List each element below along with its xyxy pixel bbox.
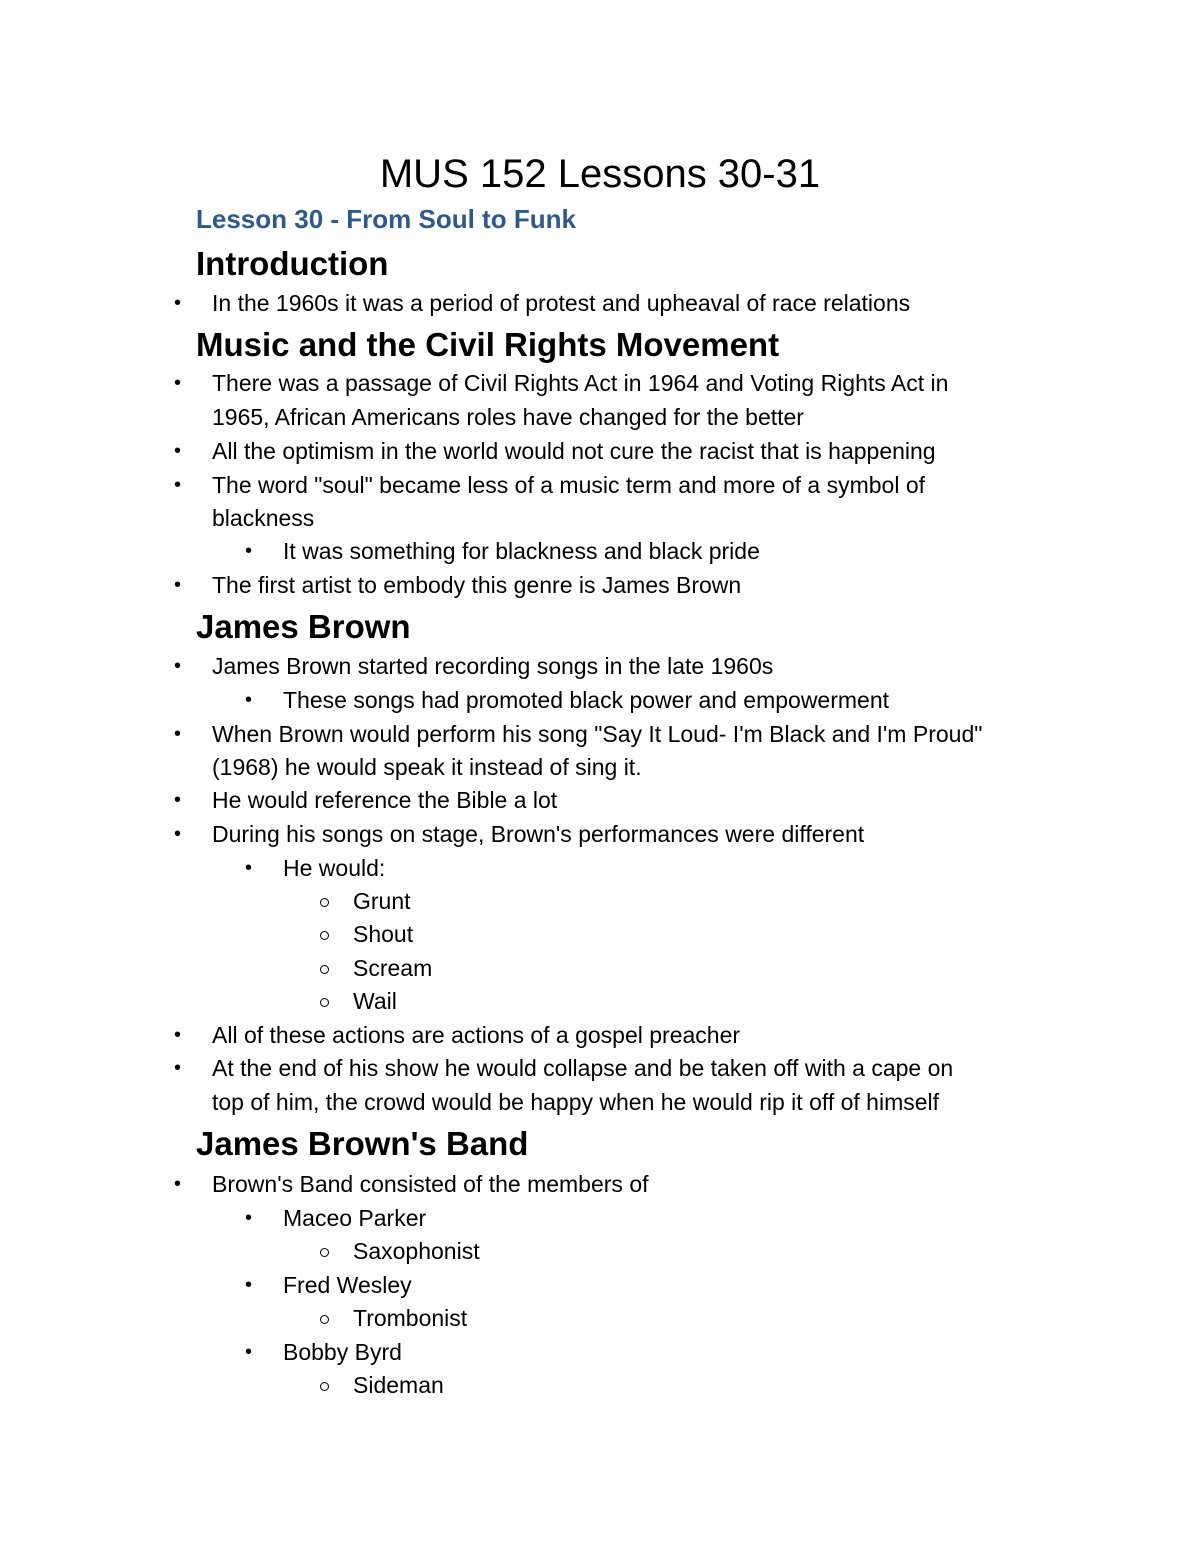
list-item-line: 1965, African Americans roles have changed for the better <box>212 404 804 430</box>
list-item-line: The word "soul" became less of a music term and more of a symbol of <box>212 472 926 498</box>
list-item: Wail <box>353 988 397 1014</box>
bullet-icon: • <box>174 823 182 845</box>
bullet-icon: • <box>245 1274 253 1296</box>
bullet-icon: • <box>174 574 182 596</box>
circle-bullet-icon <box>320 1315 329 1324</box>
list-item-line: top of him, the crowd would be happy when he would rip it off of himself <box>212 1089 940 1115</box>
list-item-line: (1968) he would speak it instead of sing it. <box>212 754 642 780</box>
bullet-icon: • <box>174 1173 182 1195</box>
bullet-icon: • <box>245 1341 253 1363</box>
document-title: MUS 152 Lessons 30-31 <box>379 152 821 196</box>
bullet-icon: • <box>245 540 253 562</box>
list-item: In the 1960s it was a period of protest and upheaval of race relations <box>212 290 911 316</box>
list-item: Maceo Parker <box>283 1205 427 1231</box>
section-heading-band: James Brown's Band <box>196 1125 529 1162</box>
bullet-icon: • <box>245 1207 253 1229</box>
circle-bullet-icon <box>320 931 329 940</box>
list-item: Grunt <box>353 888 411 914</box>
bullet-icon: • <box>174 655 182 677</box>
list-item: Scream <box>353 955 433 981</box>
list-item: He would: <box>283 855 386 881</box>
circle-bullet-icon <box>320 898 329 907</box>
list-item: Bobby Byrd <box>283 1339 402 1365</box>
bullet-icon: • <box>174 723 182 745</box>
list-item: Saxophonist <box>353 1238 480 1264</box>
list-item: These songs had promoted black power and empowerment <box>283 687 890 713</box>
bullet-icon: • <box>174 1057 182 1079</box>
list-item-line: There was a passage of Civil Rights Act in 1964 and Voting Rights Act in <box>212 370 949 396</box>
bullet-icon: • <box>174 474 182 496</box>
list-item: Sideman <box>353 1372 444 1398</box>
list-item: Shout <box>353 921 414 947</box>
list-item: All the optimism in the world would not cure the racist that is happening <box>212 438 936 464</box>
bullet-icon: • <box>174 789 182 811</box>
list-item-line: At the end of his show he would collapse and be taken off with a cape on <box>212 1055 954 1081</box>
section-heading-james-brown: James Brown <box>196 608 411 645</box>
lesson-subtitle: Lesson 30 - From Soul to Funk <box>196 204 576 234</box>
list-item-line: When Brown would perform his song "Say It Loud- I'm Black and I'm Proud" <box>212 721 983 747</box>
list-item: All of these actions are actions of a gospel preacher <box>212 1022 741 1048</box>
list-item: Fred Wesley <box>283 1272 412 1298</box>
bullet-icon: • <box>245 689 253 711</box>
list-item: The first artist to embody this genre is James Brown <box>212 572 742 598</box>
list-item: During his songs on stage, Brown's performances were different <box>212 821 865 847</box>
circle-bullet-icon <box>320 1382 329 1391</box>
list-item: Trombonist <box>353 1305 468 1331</box>
bullet-icon: • <box>174 1024 182 1046</box>
bullet-icon: • <box>174 292 182 314</box>
list-item: Brown's Band consisted of the members of <box>212 1171 649 1197</box>
list-item: James Brown started recording songs in the late 1960s <box>212 653 774 679</box>
list-item: It was something for blackness and black pride <box>283 538 760 564</box>
circle-bullet-icon <box>320 1248 329 1257</box>
bullet-icon: • <box>174 440 182 462</box>
section-heading-civil-rights: Music and the Civil Rights Movement <box>196 326 780 363</box>
circle-bullet-icon <box>320 965 329 974</box>
bullet-icon: • <box>174 372 182 394</box>
list-item-line: blackness <box>212 505 315 531</box>
bullet-icon: • <box>245 857 253 879</box>
circle-bullet-icon <box>320 998 329 1007</box>
list-item: He would reference the Bible a lot <box>212 787 558 813</box>
section-heading-introduction: Introduction <box>196 245 389 282</box>
